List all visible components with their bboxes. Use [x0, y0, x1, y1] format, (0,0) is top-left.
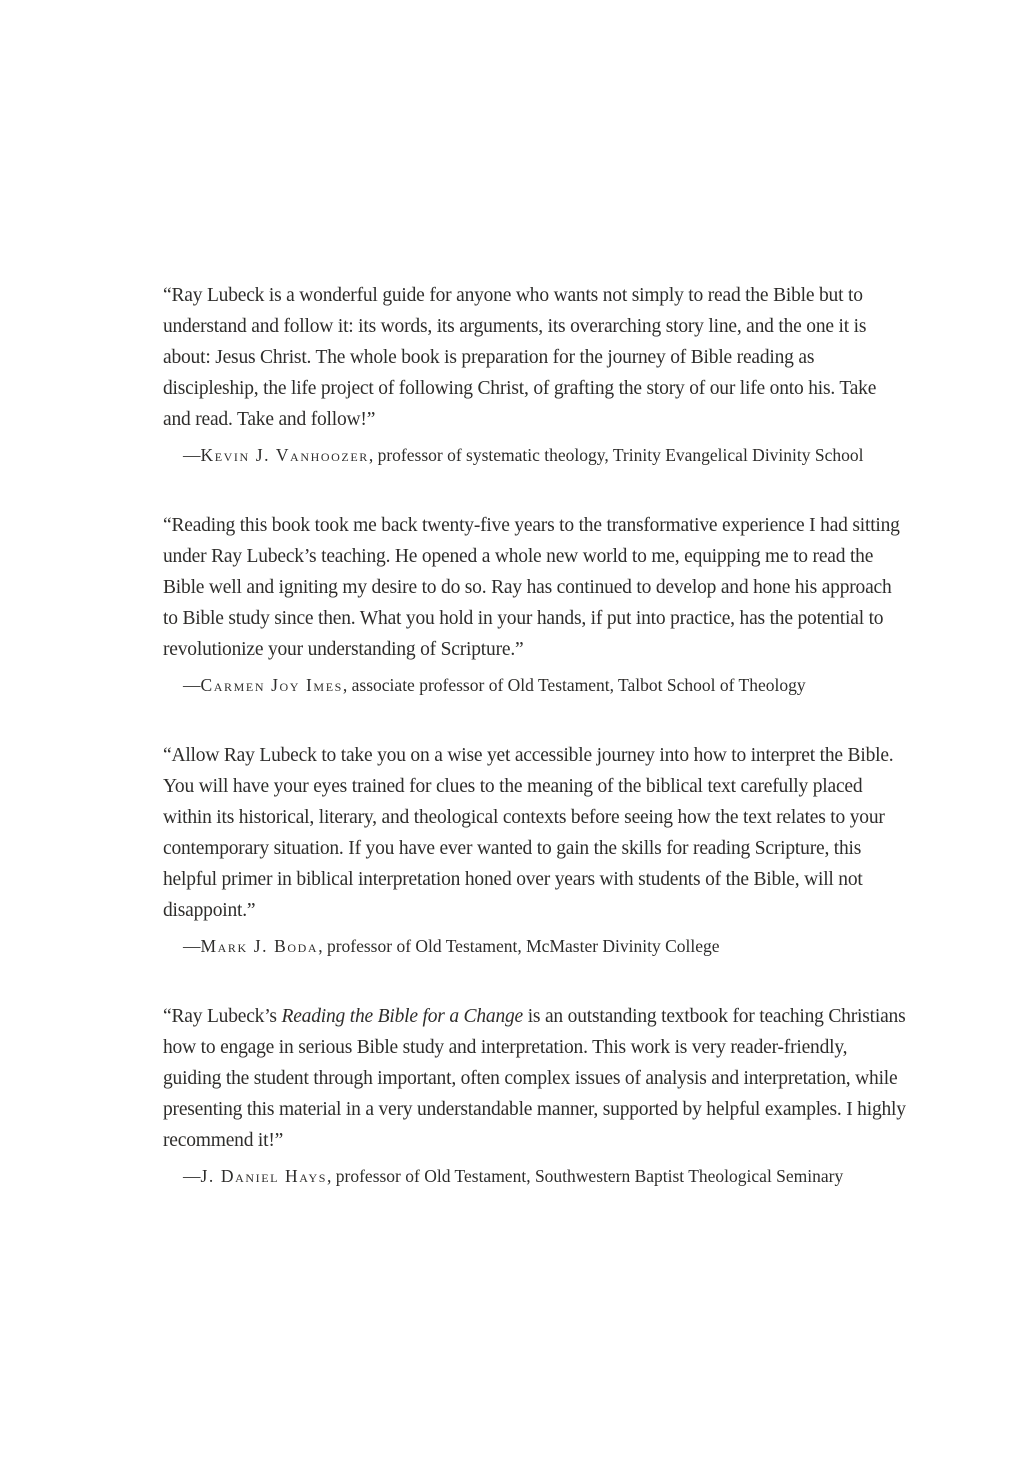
endorsement-attribution [163, 1161, 907, 1192]
endorsement-attribution [163, 440, 907, 471]
endorsement-quote [163, 740, 907, 926]
em-dash: — [183, 675, 201, 695]
endorsement-attribution [163, 931, 907, 962]
endorser-role: , professor of Old Testament, McMaster Divinity College [318, 936, 720, 956]
endorsement-quote [163, 510, 907, 665]
endorser-name: Kevin J. Vanhoozer [200, 445, 369, 465]
quote-text: “Ray Lubeck’s [163, 1006, 282, 1027]
endorsement-quote [163, 1001, 907, 1156]
em-dash: — [183, 1166, 201, 1186]
em-dash: — [183, 445, 201, 465]
endorsement-block [163, 280, 907, 471]
endorsement-block [163, 1001, 907, 1192]
endorser-role: , professor of Old Testament, Southwestern Baptist Theological Seminary [327, 1166, 844, 1186]
endorser-name: J. Daniel Hays [200, 1166, 328, 1186]
endorsement-quote [163, 280, 907, 435]
endorser-role: , associate professor of Old Testament, Talbot School of Theology [342, 675, 806, 695]
quote-text: is an outstanding textbook for teaching Christians how to engage in serious Bible study and interpretation. This work is very reader-friendly, guiding the student through important, often complex issues of analysis and interpretation, while presenting this material in a very understandable manner, supported by helpful examples. I highly recommend it!” [163, 1006, 906, 1151]
em-dash: — [183, 936, 201, 956]
book-title-italic: Reading the Bible for a Change [281, 1006, 524, 1027]
quote-text: “Reading this book took me back twenty-five years to the transformative experience I had sitting under Ray Lubeck’s teaching. He opened a whole new world to me, equipping me to read the Bible well and igniting my desire to do so. Ray has continued to develop and hone his approach to Bible study since then. What you hold in your hands, if put into practice, has the potential to revolutionize your understanding of Scripture.” [163, 515, 900, 660]
endorsement-block [163, 510, 907, 701]
endorser-role: , professor of systematic theology, Trinity Evangelical Divinity School [368, 445, 864, 465]
endorsement-block [163, 740, 907, 962]
quote-text: “Allow Ray Lubeck to take you on a wise yet accessible journey into how to interpret the Bible. You will have your eyes trained for clues to the meaning of the biblical text carefully placed within its historical, literary, and theological contexts before seeing how the text relates to your contemporary situation. If you have ever wanted to gain the skills for reading Scripture, this helpful primer in biblical interpretation honed over years with students of the Bible, will not disappoint.” [163, 745, 894, 921]
quote-text: “Ray Lubeck is a wonderful guide for anyone who wants not simply to read the Bible but to understand and follow it: its words, its arguments, its overarching story line, and the one it is about: Jesus Christ. The whole book is preparation for the journey of Bible reading as discipleship, the life project of following Christ, of grafting the story of our life onto his. Take and read. Take and follow!” [163, 285, 877, 430]
endorsements-content [163, 280, 907, 1231]
endorser-name: Carmen Joy Imes [200, 675, 343, 695]
endorser-name: Mark J. Boda [200, 936, 319, 956]
endorsement-attribution [163, 670, 907, 701]
